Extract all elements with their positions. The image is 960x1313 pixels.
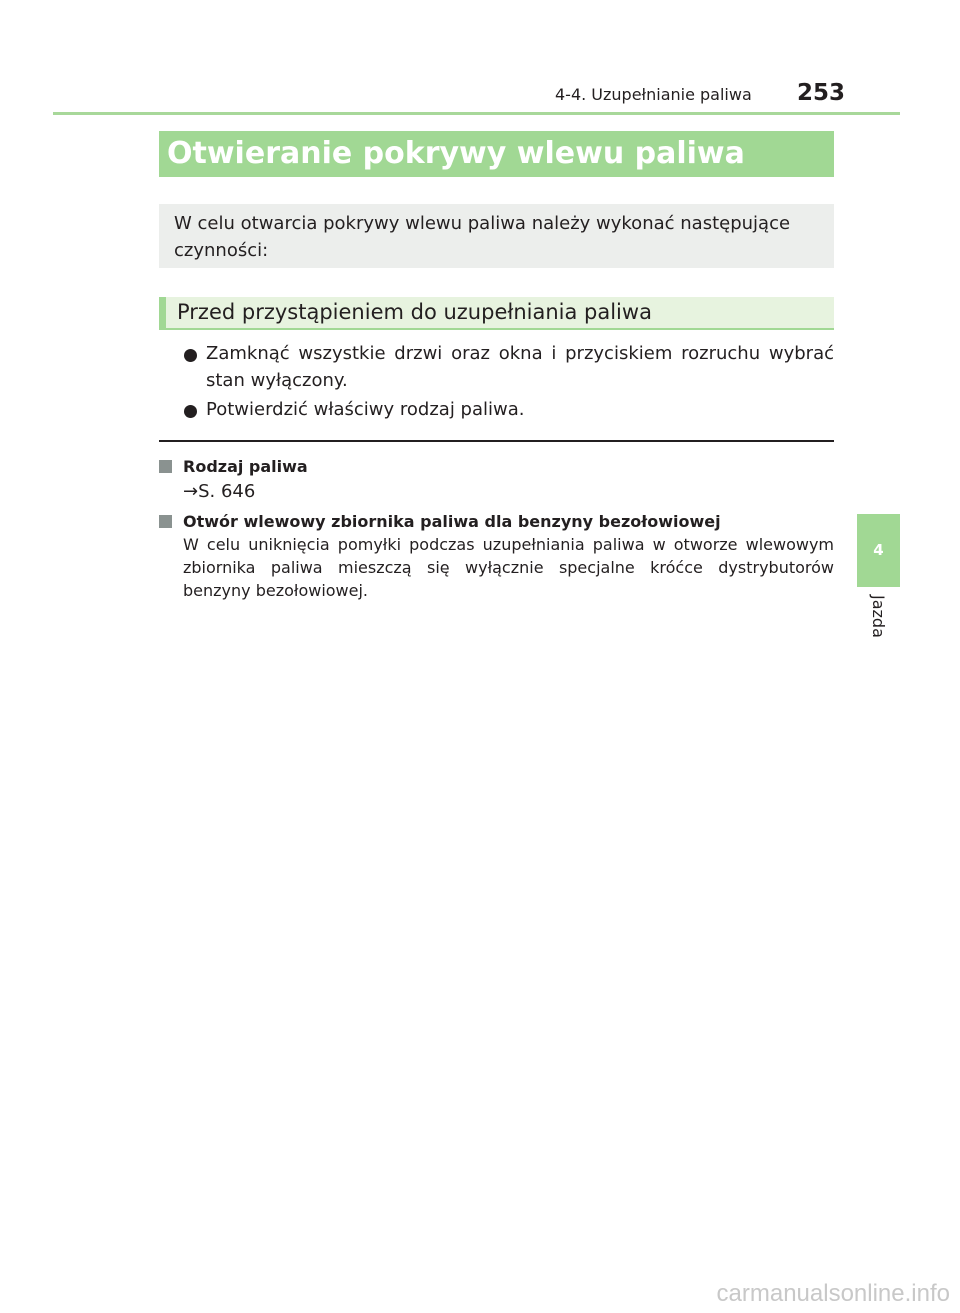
note-heading-text: Rodzaj paliwa	[183, 457, 308, 476]
note-heading	[159, 510, 834, 533]
chapter-tab: 4	[857, 514, 900, 587]
subheading-text: Przed przystąpieniem do uzupełniania paliwa	[177, 300, 652, 324]
intro-box: W celu otwarcia pokrywy wlewu paliwa należy wykonać następujące czynności:	[159, 204, 834, 268]
subheading-band	[159, 297, 834, 330]
bullet-icon	[184, 349, 197, 362]
page-reference: →S. 646	[183, 481, 256, 502]
chapter-label: Jazda	[869, 595, 888, 638]
watermark: carmanualsonline.info	[716, 1280, 950, 1307]
list-item	[183, 396, 834, 423]
subheading-accent-bar	[159, 297, 166, 328]
notes-section	[159, 455, 834, 602]
square-bullet-icon	[159, 460, 172, 473]
list-item-text: Potwierdzić właściwy rodzaj paliwa.	[206, 399, 525, 420]
bullet-icon	[184, 405, 197, 418]
page-number: 253	[796, 80, 845, 106]
section-divider	[159, 440, 834, 442]
header-rule	[53, 112, 900, 115]
list-item	[183, 340, 834, 394]
title-band	[159, 131, 834, 177]
square-bullet-icon	[159, 515, 172, 528]
note-body: W celu uniknięcia pomyłki podczas uzupełniania paliwa w otworze wlewowym zbiornika paliwa mieszczą się wyłącznie specjalne króćce dystrybutorów benzyny bezołowiowej.	[183, 535, 834, 600]
bullet-list	[183, 340, 834, 425]
section-title: 4-4. Uzupełnianie paliwa	[555, 85, 752, 104]
list-item-text: Zamknąć wszystkie drzwi oraz okna i przyciskiem rozruchu wybrać stan wyłączony.	[206, 343, 834, 391]
page-title: Otwieranie pokrywy wlewu paliwa	[167, 136, 745, 171]
note-heading	[159, 455, 834, 478]
note-heading-text: Otwór wlewowy zbiornika paliwa dla benzyny bezołowiowej	[183, 512, 721, 531]
